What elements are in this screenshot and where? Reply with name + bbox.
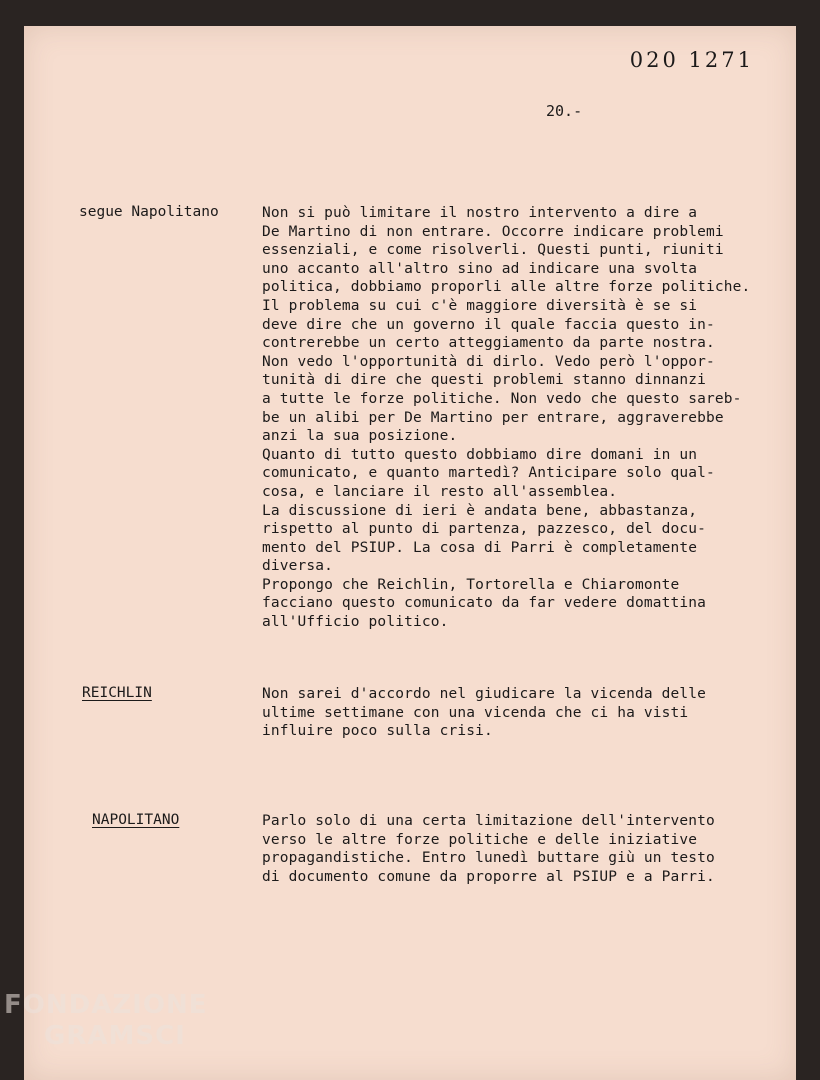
text-line: rispetto al punto di partenza, pazzesco, del docu- [262, 521, 706, 538]
text-line: a tutte le forze politiche. Non vedo che questo sareb- [262, 390, 742, 407]
speaker-label: REICHLIN [82, 685, 152, 701]
speaker-label: NAPOLITANO [92, 812, 180, 828]
watermark-line: GRAMSCI [44, 1021, 186, 1051]
speaker-label: segue Napolitano [79, 204, 219, 220]
text-line: mento del PSIUP. La cosa di Parri è completamente [262, 539, 698, 556]
fondazione-gramsci-watermark [4, 990, 207, 1052]
text-line: di documento comune da proporre al PSIUP e a Parri. [262, 868, 715, 885]
archive-number: 020 1271 [629, 48, 754, 72]
text-line: anzi la sua posizione. [262, 428, 458, 445]
text-line: influire poco sulla crisi. [262, 723, 493, 740]
speech-block-napolitano-1 [262, 204, 750, 632]
text-line: Parlo solo di una certa limitazione dell'intervento [262, 813, 715, 829]
text-line: comunicato, e quanto martedì? Anticipare solo qual- [262, 465, 715, 482]
text-line: ultime settimane con una vicenda che ci ha visti [262, 704, 689, 721]
text-line: essenziali, e come risolverli. Questi punti, riuniti [262, 242, 724, 259]
speech-block-napolitano-2 [262, 812, 715, 886]
text-line: Non vedo l'opportunità di dirlo. Vedo però l'oppor- [262, 353, 715, 370]
text-line: contrerebbe un certo atteggiamento da parte nostra. [262, 335, 715, 352]
text-line: be un alibi per De Martino per entrare, aggraverebbe [262, 409, 724, 426]
text-line: uno accanto all'altro sino ad indicare una svolta [262, 260, 698, 277]
text-line: cosa, e lanciare il resto all'assemblea. [262, 483, 618, 500]
text-line: De Martino di non entrare. Occorre indicare problemi [262, 223, 724, 240]
text-line: diversa. [262, 558, 334, 575]
text-line: politica, dobbiamo proporli alle altre forze politiche. [262, 279, 751, 296]
speech-block-reichlin [262, 685, 706, 741]
text-line: Propongo che Reichlin, Tortorella e Chiaromonte [262, 576, 680, 593]
text-line: propagandistiche. Entro lunedì buttare giù un testo [262, 850, 715, 867]
text-line: La discussione di ieri è andata bene, abbastanza, [262, 502, 698, 519]
text-line: tunità di dire che questi problemi stanno dinnanzi [262, 372, 706, 389]
text-line: all'Ufficio politico. [262, 614, 449, 631]
text-line: Non sarei d'accordo nel giudicare la vicenda delle [262, 686, 706, 702]
text-line: Non si può limitare il nostro intervento a dire a [262, 205, 698, 221]
text-line: facciano questo comunicato da far vedere domattina [262, 595, 706, 612]
text-line: verso le altre forze politiche e delle iniziative [262, 831, 698, 848]
text-line: Il problema su cui c'è maggiore diversità è se si [262, 297, 698, 314]
text-line: deve dire che un governo il quale faccia questo in- [262, 316, 715, 333]
text-line: Quanto di tutto questo dobbiamo dire domani in un [262, 446, 698, 463]
page-number: 20.- [546, 102, 583, 120]
watermark-line: FONDAZIONE [4, 990, 208, 1020]
